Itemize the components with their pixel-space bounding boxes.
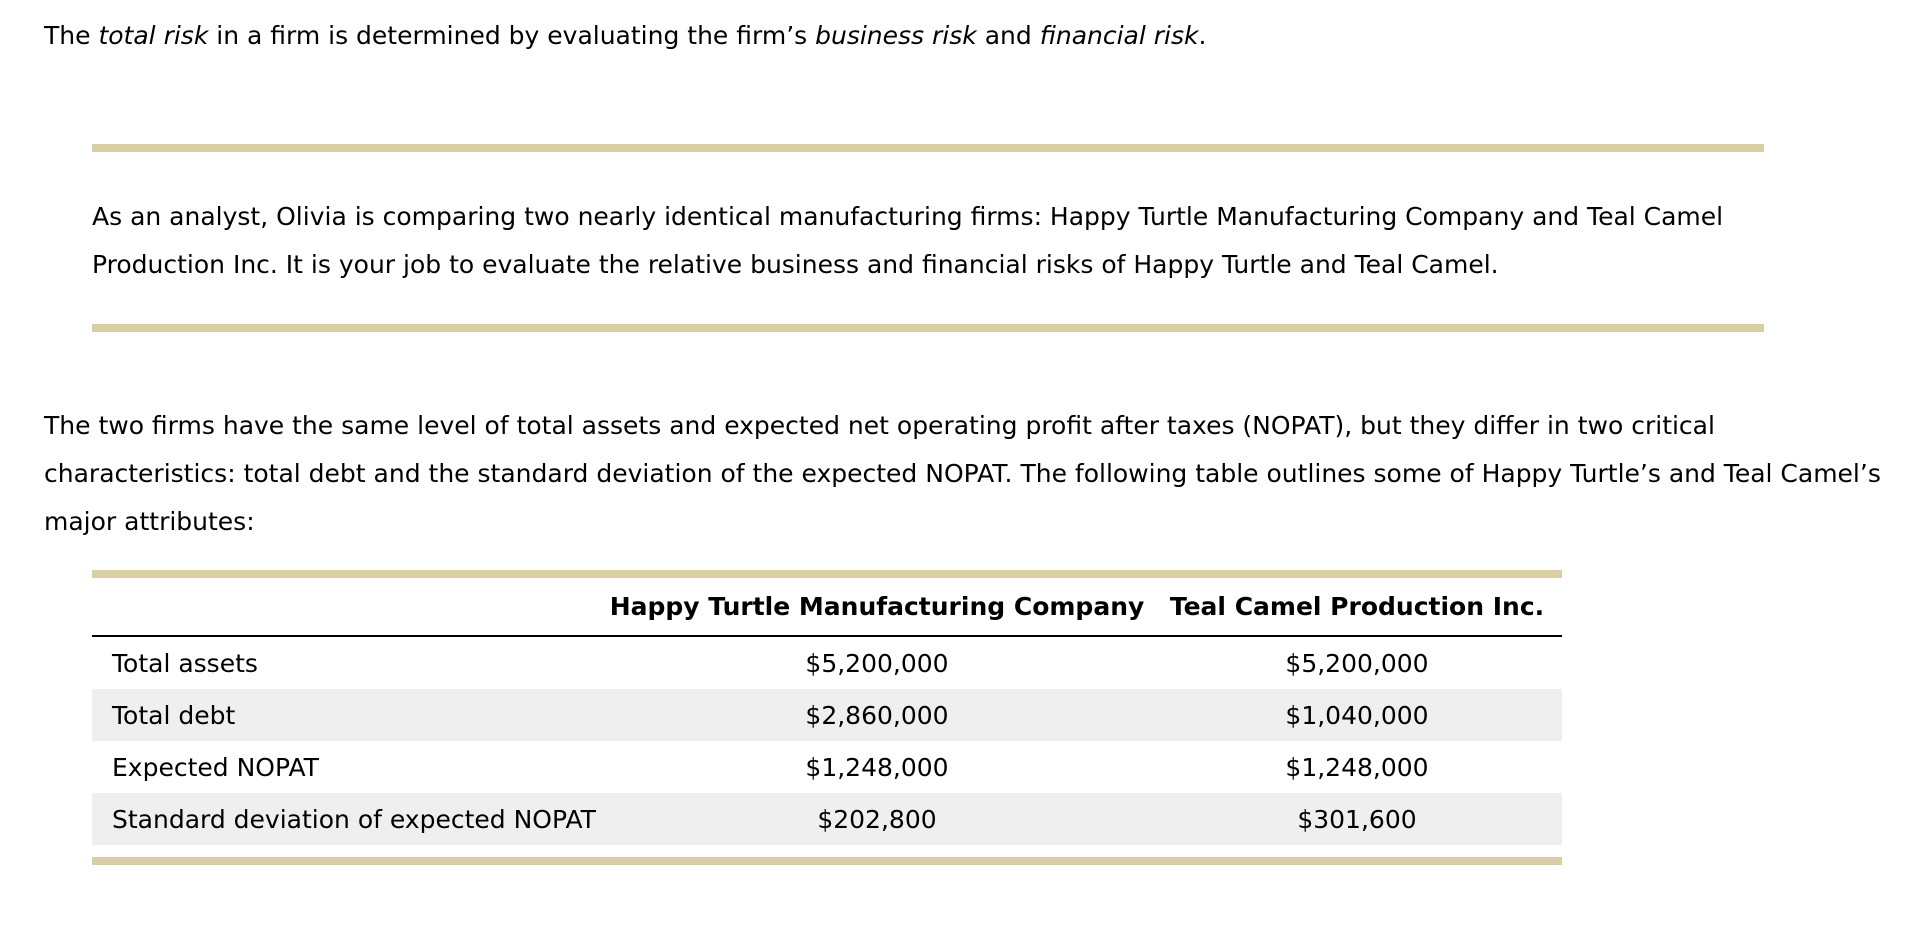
intro-text-1: The: [44, 21, 99, 50]
header-blank: [92, 578, 602, 636]
happy-turtle-value: $5,200,000: [805, 648, 949, 678]
term-financial-risk: financial risk: [1039, 21, 1199, 50]
term-total-risk: total risk: [98, 21, 209, 50]
header-teal-camel: Teal Camel Production Inc.: [1152, 578, 1562, 636]
row-label: Expected NOPAT: [112, 752, 319, 782]
intro-text-3: and: [976, 21, 1040, 50]
teal-camel-value: $1,040,000: [1152, 689, 1562, 741]
header-happy-turtle: Happy Turtle Manufacturing Company: [602, 578, 1152, 636]
term-business-risk: business risk: [815, 21, 977, 50]
table-header-row: [92, 578, 1562, 636]
attributes-table: [92, 578, 1562, 845]
teal-camel-value: $1,248,000: [1285, 752, 1429, 782]
row-label: Total assets: [112, 648, 258, 678]
scenario-box: [92, 144, 1764, 332]
intro-text-2: in a firm is determined by evaluating the firm’s: [208, 21, 816, 50]
table-row-std-dev-nopat: [92, 793, 1562, 845]
happy-turtle-value: $2,860,000: [602, 689, 1152, 741]
context-paragraph: The two firms have the same level of total assets and expected net operating profit after taxes (NOPAT), but they differ in two critical characteristics: total debt and the standard deviation of the expected NOPAT. The following table outlines some of Happy Turtle’s and Teal Camel’s major attributes:: [44, 411, 1881, 536]
table-row-expected-nopat: [92, 741, 1562, 793]
row-label: Total debt: [92, 689, 602, 741]
attributes-table-container: [92, 570, 1562, 865]
intro-text-4: .: [1198, 21, 1207, 50]
table-row-total-assets: [92, 636, 1562, 689]
happy-turtle-value: $202,800: [602, 793, 1152, 845]
table-row-total-debt: [92, 689, 1562, 741]
row-label: Standard deviation of expected NOPAT: [92, 793, 602, 845]
teal-camel-value: $301,600: [1152, 793, 1562, 845]
teal-camel-value: $5,200,000: [1285, 648, 1429, 678]
intro-paragraph: [44, 19, 1206, 53]
happy-turtle-value: $1,248,000: [805, 752, 949, 782]
scenario-text: As an analyst, Olivia is comparing two nearly identical manufacturing firms: Happy Turtle Manufacturing Company and Teal Camel Production Inc. It is your job to evaluate the relative business and financial risks of Happy Turtle and Teal Camel.: [92, 202, 1724, 279]
